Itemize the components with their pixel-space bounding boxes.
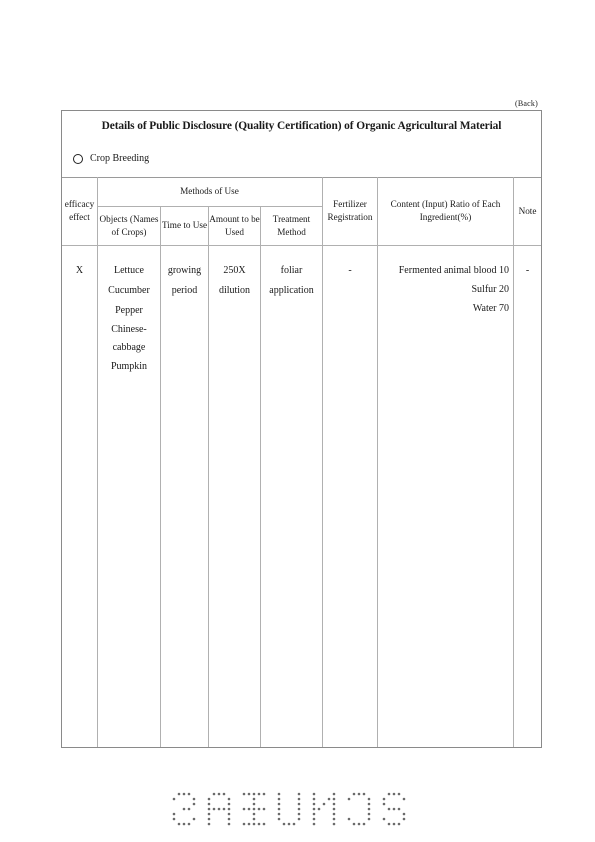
disclosure-form [61, 110, 542, 748]
time-to-use-value [161, 261, 208, 301]
note-value: - [525, 265, 530, 276]
list-item: Lettuce [114, 265, 144, 276]
list-item: Pepper [115, 305, 143, 316]
amount-line: 250X [223, 265, 246, 276]
time-line: growing [167, 265, 202, 276]
amount-line: dilution [218, 285, 251, 296]
efficacy-value: X [75, 265, 84, 276]
list-item: Sulfur 20 [471, 284, 509, 295]
ingredient-list [378, 261, 509, 318]
treatment-line: foliar [280, 265, 303, 276]
header-time-to-use: Time to Use [161, 220, 208, 230]
treatment-value [261, 261, 322, 301]
list-item: Cucumber [108, 285, 150, 296]
header-objects: Objects (Names of Crops) [99, 213, 159, 237]
page-title: Details of Public Disclosure (Quality Certification) of Organic Agricultural Material [101, 120, 502, 132]
header-treatment: Treatment Method [272, 213, 311, 237]
list-item: Pumpkin [110, 361, 148, 372]
time-line: period [171, 285, 198, 296]
header-amount: Amount to be Used [209, 213, 260, 237]
crop-breeding-label: Crop Breeding [90, 153, 150, 164]
back-page-label: (Back) [515, 99, 538, 108]
crop-breeding-option [73, 153, 149, 164]
header-content-ratio: Content (Input) Ratio of Each Ingredient(%) [390, 199, 501, 222]
empty-circle-icon [73, 154, 83, 164]
amount-value [209, 261, 260, 301]
objects-list [98, 261, 160, 377]
form-header [62, 111, 541, 178]
treatment-line: application [269, 285, 314, 296]
fertilizer-registration-value: - [348, 265, 352, 276]
list-item: Water 70 [472, 303, 509, 314]
list-item: Chinese-cabbage [111, 324, 147, 353]
header-note: Note [518, 205, 537, 216]
perforation-stamp [170, 788, 420, 830]
header-row-divider [62, 245, 541, 246]
header-efficacy: efficacy effect [64, 199, 95, 222]
header-methods-of-use: Methods of Use [180, 186, 239, 196]
header-fertilizer-registration: Fertilizer Registration [327, 199, 373, 222]
list-item: Fermented animal blood 10 [398, 265, 509, 276]
